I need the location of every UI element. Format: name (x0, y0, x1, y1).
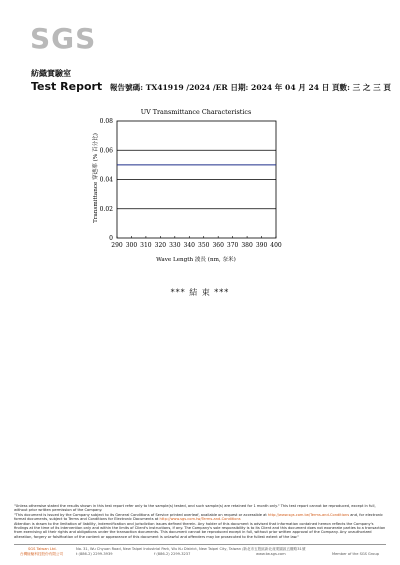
company-name: SGS Taiwan Ltd. (28, 547, 57, 551)
company-name-cn: 台灣檢驗科技股份有限公司 (20, 552, 64, 556)
x-tick-label: 390 (255, 242, 268, 249)
x-tick-label: 320 (154, 242, 167, 249)
lab-name: 紡織實驗室 (31, 68, 71, 78)
chart-title: UV Transmittance Characteristics (140, 108, 252, 116)
page-count: 三 之 三 頁 (352, 83, 391, 92)
x-tick-label: 310 (140, 242, 152, 249)
x-axis-label: Wave Length 波長 (nm, 奈米) (156, 257, 236, 263)
disclaimer-p2b-text: and, for electronic format documents, subject to Terms and Conditions for Electronic Documents at (14, 512, 384, 522)
x-tick-label: 330 (169, 242, 181, 249)
disclaimer-p1: "Unless otherwise stated the results shown in this test report refer only to the sample(s) tested, and such sample(s) are retained for 1 month only." This test report cannot be reproduced, except in full, without prior written permission of the Company. (14, 504, 376, 513)
report-no: TX41919 /2024 /ER (145, 83, 228, 92)
report-no-label: 報告號碼: (109, 83, 144, 92)
y-axis-label: Transmittance 穿透率 (% 百分比) (93, 133, 99, 223)
company-address: No. 31, Wu Chyuan Road, New Taipei Industrial Park, Wu Ku District, New Taipei City, Taiwan /新北市五股區新北產業園區五權路31號 (76, 547, 306, 551)
y-tick-label: 0.02 (99, 205, 113, 213)
y-tick-label: 0.08 (99, 118, 113, 125)
disclaimer (14, 504, 386, 539)
x-tick-label: 380 (241, 242, 253, 249)
electronic-terms-link[interactable]: http://www.sgs.com.tw/Terms-and-Conditions (159, 517, 241, 522)
y-tick-label: 0.06 (99, 147, 113, 155)
pages-label: 頁數: (331, 83, 350, 92)
x-tick-label: 370 (226, 242, 239, 249)
x-tick-label: 340 (183, 242, 195, 249)
x-tick-label: 300 (125, 242, 138, 249)
company-fax: f (886-2) 2299-3237 (154, 552, 191, 556)
date-label: 日期: (230, 83, 249, 92)
company-phone: t (886-2) 2299-3939 (76, 552, 113, 556)
y-tick-label: 0 (109, 235, 113, 242)
disclaimer-p2 (14, 513, 386, 522)
report-date: 2024 年 04 月 24 日 (251, 83, 330, 92)
end-of-report: *** 結 束 *** (170, 288, 230, 297)
disclaimer-p2-text: "This document is issued by the Company subject to its General Conditions of Service printed overleaf, available on request or accessible at (14, 512, 267, 517)
y-tick-label: 0.04 (99, 176, 113, 184)
disclaimer-p3: Attention is drawn to the limitation of liability, indemnification and jurisdiction issues defined therein. Any holder of this document is advised that information contained hereon reflects the Company's findings at the time of its intervention only and within the limits of Client's instructions, if any. The Company's sole responsibility is to its Client and this document does not exonerate parties to a transaction from exercising all their rights and obligations under the transaction documents. This document cannot be reproduced except in full, without prior written approval of the Company. Any unauthorized alteration, forgery or falsification of the content or appearance of this document is unlawful and offenders may be prosecuted to the fullest extent of the law." (14, 521, 386, 539)
footer-bar (14, 544, 386, 561)
x-tick-label: 290 (111, 242, 123, 249)
member-note: Member of the SGS Group (332, 552, 380, 556)
x-tick-label: 350 (198, 242, 210, 249)
company-website[interactable]: www.tw.sgs.com (256, 552, 286, 556)
report-title: Test Report (31, 80, 103, 93)
x-tick-label: 400 (270, 242, 282, 249)
terms-link[interactable]: http://www.sgs.com.tw/Terms-and-Conditions (267, 512, 350, 517)
sgs-logo: SGS (30, 22, 97, 55)
x-tick-label: 360 (212, 242, 224, 249)
